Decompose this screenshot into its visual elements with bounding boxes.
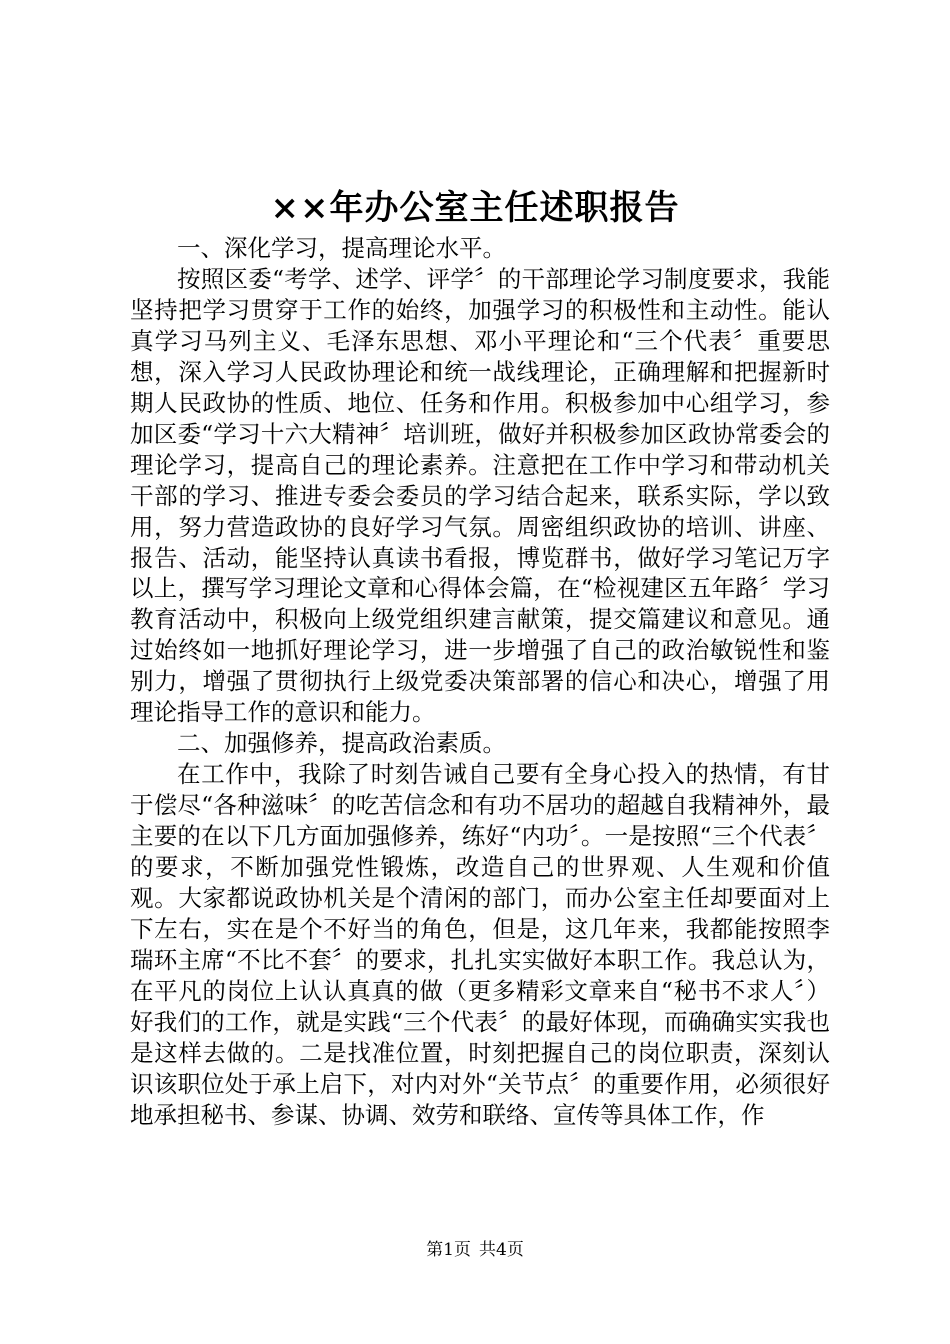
page-total: 共4页	[479, 1240, 524, 1260]
document-body	[130, 233, 830, 1131]
page-footer	[0, 1238, 950, 1262]
section-paragraph-1: 按照区委“考学、述学、评学〞的干部理论学习制度要求，我能坚持把学习贯穿于工作的始终，加强学习的积极性和主动性。能认真学习马列主义、毛泽东思想、邓小平理论和“三个代表〞重要思想，深入学习人民政协理论和统一战线理论，正确理解和把握新时期人民政协的性质、地位、任务和作用。积极参加中心组学习，参加区委“学习十六大精神〞培训班，做好并积极参加区政协常委会的理论学习，提高自己的理论素养。注意把在工作中学习和带动机关干部的学习、推进专委会委员的学习结合起来，联系实际，学以致用，努力营造政协的良好学习气氛。周密组织政协的培训、讲座、报告、活动，能坚持认真读书看报，博览群书，做好学习笔记万字以上，撰写学习理论文章和心得体会篇，在“检视建区五年路〞学习教育活动中，积极向上级党组织建言献策，提交篇建议和意见。通过始终如一地抓好理论学习，进一步增强了自己的政治敏锐性和鉴别力，增强了贯彻执行上级党委决策部署的信心和决心，增强了用理论指导工作的意识和能力。	[130, 264, 830, 727]
section-paragraph-2: 在工作中，我除了时刻告诫自己要有全身心投入的热情，有甘于偿尽“各种滋味〞的吃苦信念和有功不居功的超越自我精神外，最主要的在以下几方面加强修养，练好“内功〞。一是按照“三个代表〞的要求，不断加强党性锻炼，改造自己的世界观、人生观和价值观。大家都说政协机关是个清闲的部门，而办公室主任却要面对上下左右，实在是个不好当的角色，但是，这几年来，我都能按照李瑞环主席“不比不套〞的要求，扎扎实实做好本职工作。我总认为，在平凡的岗位上认认真真的做（更多精彩文章来自“秘书不求人〞）好我们的工作，就是实践“三个代表〞的最好体现，而确确实实我也是这样去做的。二是找准位置，时刻把握自己的岗位职责，深刻认识该职位处于承上启下，对内对外“关节点〞的重要作用，必须很好地承担秘书、参谋、协调、效劳和联络、宣传等具体工作，作	[130, 760, 830, 1129]
document-title: ××年办公室主任述职报告	[270, 188, 680, 228]
section-heading-1: 一、深化学习，提高理论水平。	[177, 234, 506, 262]
page-number: 第1页	[426, 1240, 471, 1260]
section-heading-2: 二、加强修养，提高政治素质。	[177, 729, 506, 758]
